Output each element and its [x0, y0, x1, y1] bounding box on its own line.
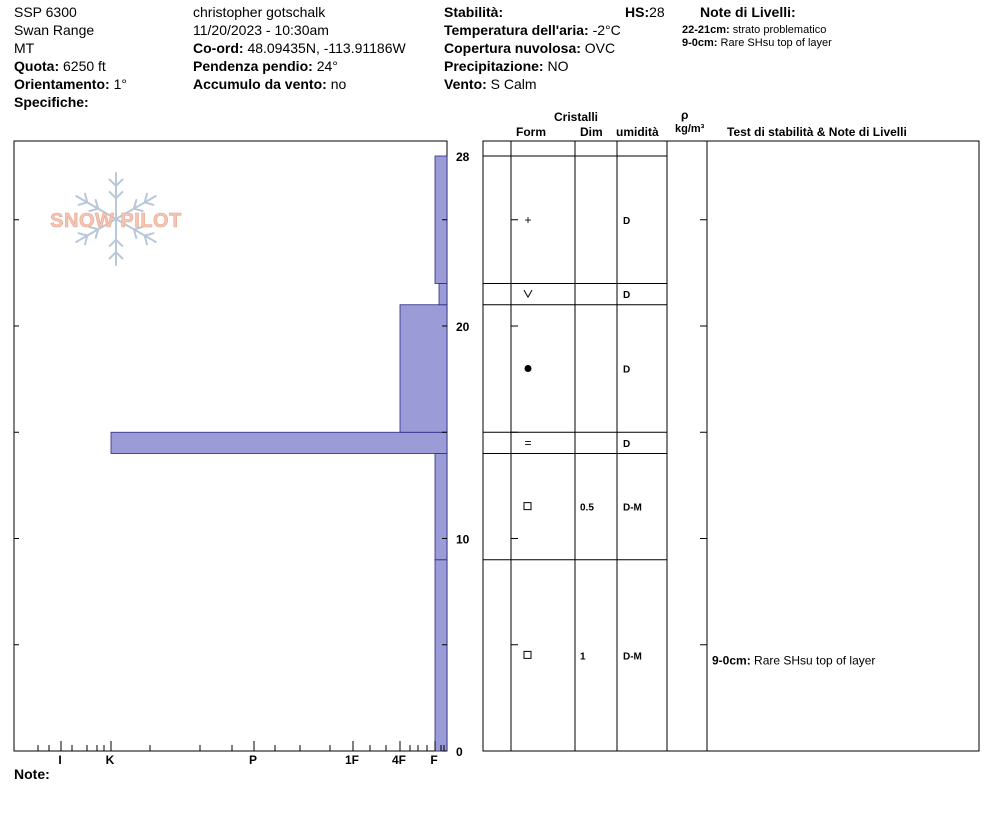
logo-text: SNOW PILOT [50, 210, 182, 232]
density-rho-header: ρ [681, 108, 689, 122]
elevation-label: Quota: [14, 58, 60, 74]
grain-size: 0.5 [580, 502, 594, 514]
hardness-label: K [105, 753, 115, 767]
hardness-label: 1F [344, 753, 360, 767]
hardness-bar-9-14 [435, 454, 447, 560]
grain-form-square [524, 503, 531, 510]
air-temp-label: Temperatura dell'aria: [444, 22, 589, 38]
air-temp-value: -2°C [592, 22, 621, 38]
precip-label: Precipitazione: [444, 58, 544, 74]
observer-name: christopher gotschalk [193, 4, 326, 20]
depth-label: 10 [456, 532, 470, 547]
hardness-bar-14-15 [111, 432, 447, 453]
hardness-label: I [58, 753, 62, 767]
layer-moisture: D [623, 215, 631, 227]
range-name: Swan Range [14, 22, 95, 38]
layer-note-range: 9-0cm: [682, 37, 718, 49]
layer-note-range: 9-0cm: [712, 653, 755, 668]
elevation-value: 6250 ft [63, 58, 106, 74]
layer-moisture: D [623, 364, 631, 376]
wind-load-value: no [330, 76, 347, 92]
depth-label: 0 [456, 745, 463, 759]
coordinates-value: 48.09435N, -113.91186W [247, 40, 406, 56]
state-name: MT [14, 40, 35, 56]
wind-load-label: Accumulo da vento: [193, 76, 327, 92]
layer-moisture: D-M [623, 502, 642, 514]
layer-note [712, 653, 875, 667]
aspect-label: Orientamento: [14, 76, 110, 92]
size-header: Dim [580, 125, 603, 139]
wind-value: S Calm [490, 76, 537, 92]
wind-label: Vento: [444, 76, 487, 92]
aspect-value: 1° [113, 76, 127, 92]
layer-moisture: D [623, 438, 631, 450]
snowflake-branch [79, 202, 88, 204]
moisture-header: umidità [616, 125, 659, 139]
layer-note-range: 22-21cm: [682, 24, 730, 36]
stability-label: Stabilità: [444, 4, 504, 20]
snowflake-branch [145, 233, 154, 235]
layer-note-text: strato problematico [732, 24, 827, 36]
snowpilot-logo [50, 173, 182, 265]
grain-form-v [524, 290, 532, 297]
layer-moisture: D [623, 290, 631, 302]
slope-label: Pendenza pendio: [193, 58, 313, 74]
depth-axis [456, 150, 470, 759]
site-name: SSP 6300 [14, 4, 77, 20]
grain-form-symbol: = [524, 435, 532, 450]
hs-value: 28 [649, 4, 665, 20]
notes-label: Note: [14, 766, 50, 782]
sky-label: Copertura nuvolosa: [444, 40, 581, 56]
sky-value: OVC [584, 40, 616, 56]
observation-datetime: 11/20/2023 - 10:30am [193, 22, 329, 38]
hardness-label: 4F [391, 753, 407, 767]
hardness-bars [111, 156, 447, 751]
slope-value: 24° [316, 58, 338, 74]
hardness-left-ticks [14, 220, 447, 751]
hardness-x-axis [38, 741, 444, 767]
specifics-label: Specifiche: [14, 94, 89, 110]
crystals-header: Cristalli [554, 110, 599, 124]
grain-form-square [524, 651, 531, 658]
coordinates-label: Co-ord: [193, 40, 244, 56]
depth-label: 28 [456, 150, 470, 164]
grain-form-dot [525, 365, 532, 372]
snowflake-branch [79, 233, 88, 235]
layer-note-text: Rare SHsu top of layer [754, 653, 876, 668]
hardness-label: F [430, 753, 438, 767]
hs-label: HS: [625, 4, 650, 20]
density-unit-header: kg/m³ [675, 123, 705, 135]
hardness-label: P [248, 753, 258, 767]
hardness-bar-0-9 [435, 560, 447, 751]
hardness-bar-15-21 [400, 305, 447, 433]
tests-header: Test di stabilità & Note di Livelli [727, 125, 907, 139]
hardness-bar-21-22 [439, 284, 447, 305]
grain-size: 1 [580, 651, 586, 663]
depth-label: 20 [456, 320, 470, 334]
layer-moisture: D-M [623, 651, 642, 663]
precip-value: NO [547, 58, 569, 74]
layer-note-text: Rare SHsu top of layer [720, 37, 832, 49]
snowflake-branch [145, 202, 154, 204]
layer-notes-title: Note di Livelli: [700, 4, 796, 20]
form-header: Form [516, 125, 546, 139]
layer-table [483, 141, 979, 751]
grain-form-symbol: + [524, 212, 532, 227]
